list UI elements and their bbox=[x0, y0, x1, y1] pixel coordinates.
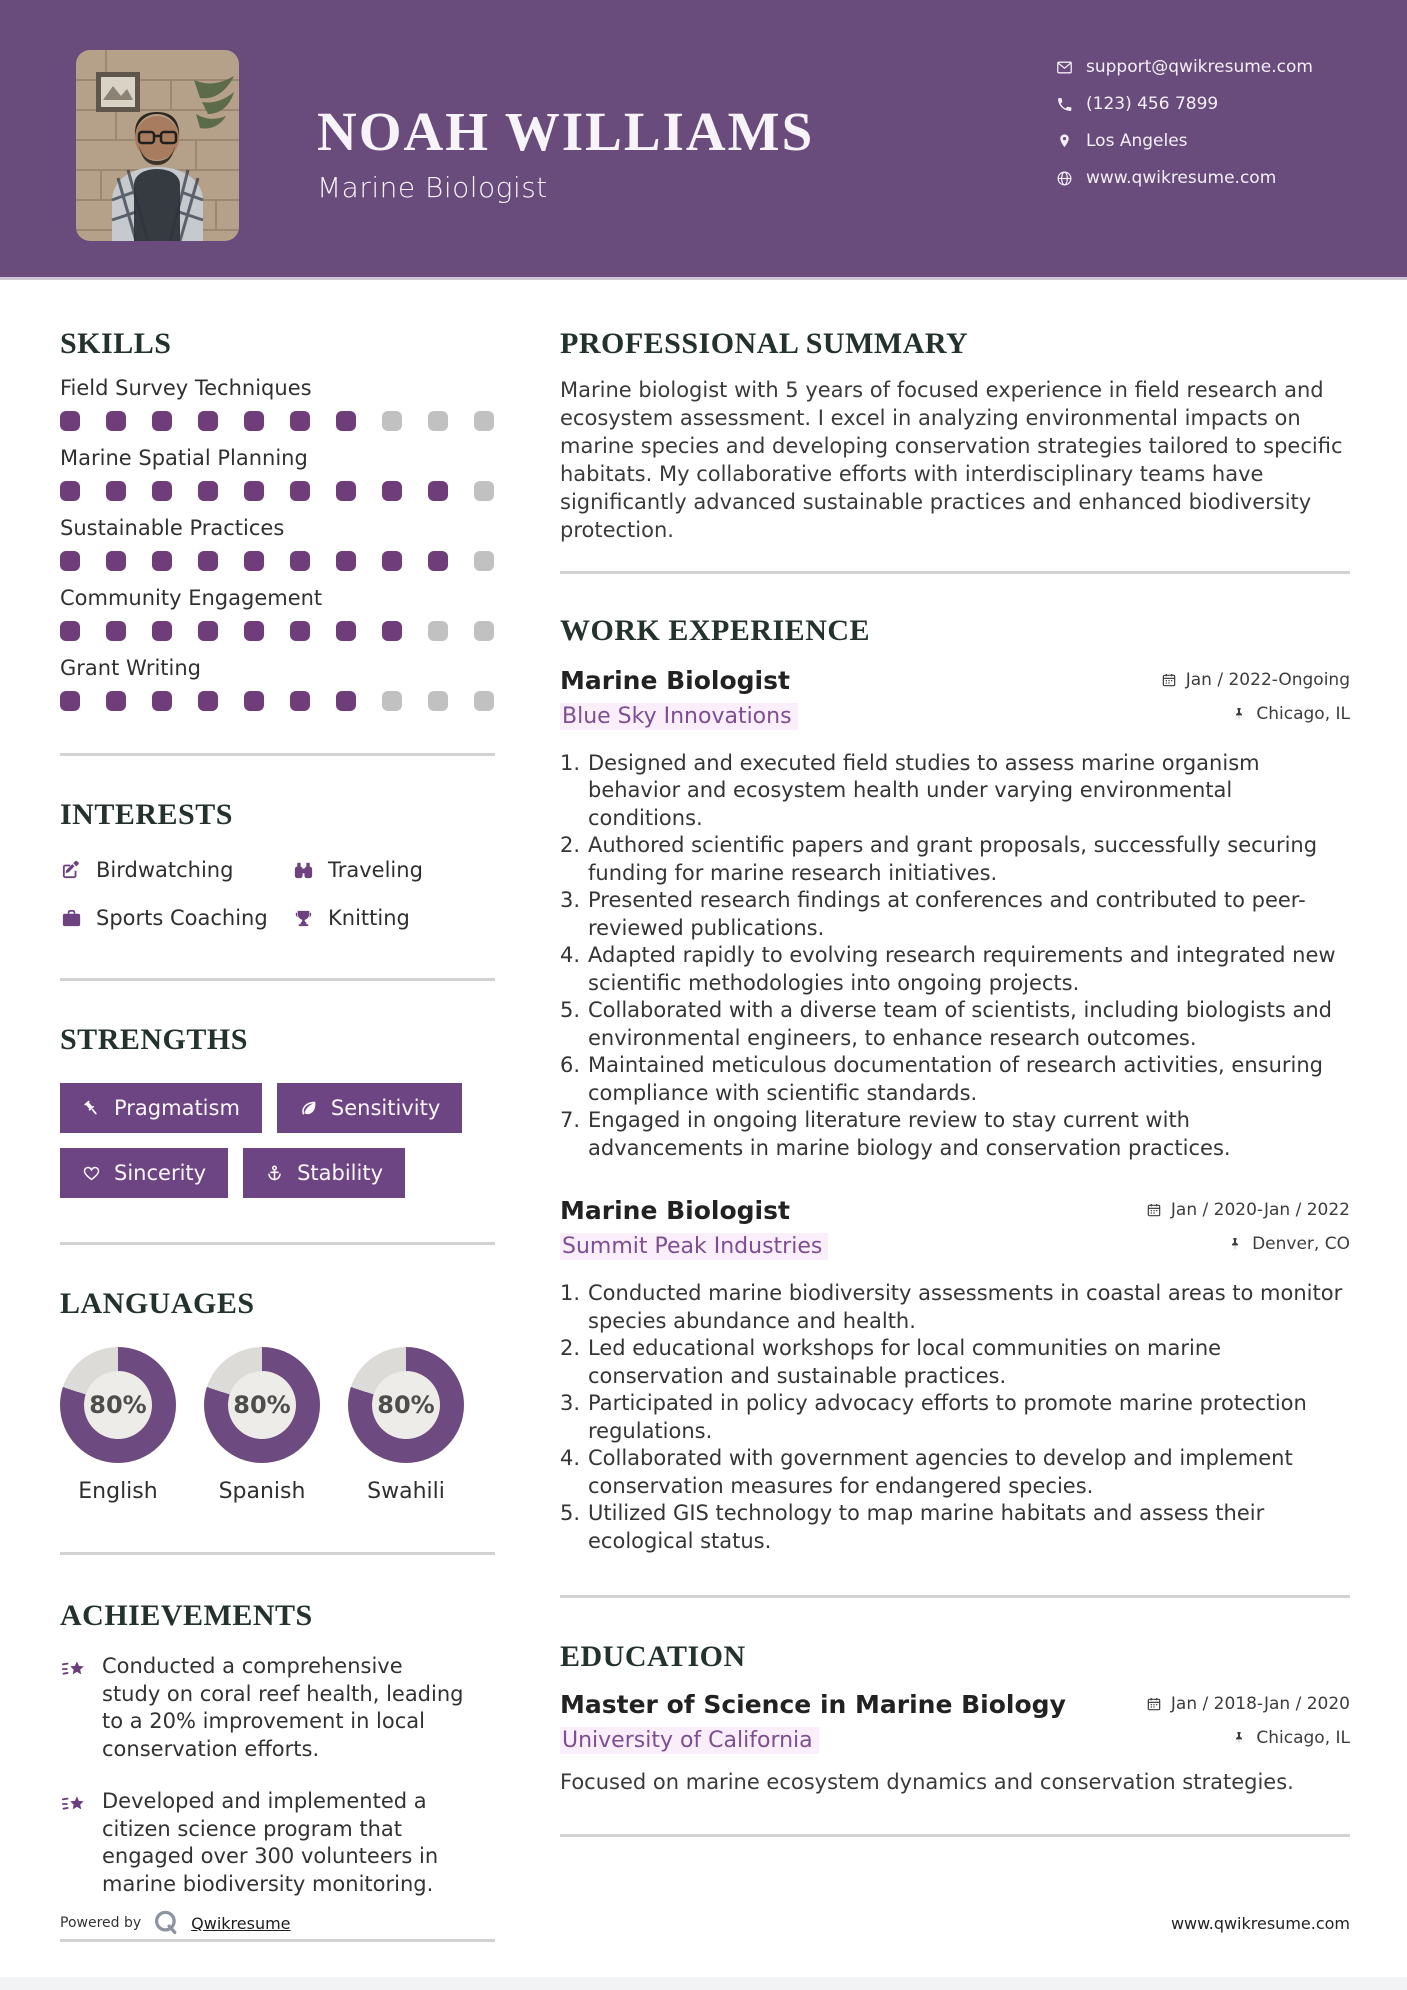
rating-dot-filled bbox=[106, 411, 126, 431]
skill-rating-dots bbox=[60, 411, 495, 431]
language-donut-chart bbox=[348, 1347, 464, 1463]
skill-item bbox=[60, 446, 495, 501]
rating-dot-filled bbox=[106, 481, 126, 501]
skill-item bbox=[60, 586, 495, 641]
location-pin-icon bbox=[1056, 133, 1073, 150]
experience-section bbox=[560, 614, 1350, 1599]
rating-dot-filled bbox=[336, 691, 356, 711]
languages-list bbox=[60, 1347, 495, 1504]
achievement-item bbox=[60, 1788, 495, 1899]
education-section bbox=[560, 1640, 1350, 1837]
jobs-list bbox=[560, 666, 1350, 1556]
page-bottom-strip bbox=[0, 1977, 1407, 1990]
rating-dot-filled bbox=[198, 621, 218, 641]
rating-dot-filled bbox=[198, 551, 218, 571]
contact-text[interactable]: (123) 456 7899 bbox=[1086, 94, 1219, 114]
section-divider bbox=[560, 1595, 1350, 1598]
skill-rating-dots bbox=[60, 551, 495, 571]
summary-text: Marine biologist with 5 years of focused experience in field research and ecosystem assessment. I excel in analyzing environmental impacts on marine species and developing conservation strategies tailored to specific habitats. My collaborative efforts with interdisciplinary teams have significantly advanced sustainable practices and enhanced biodiversity protection. bbox=[560, 378, 1343, 542]
pushpin-icon bbox=[1231, 1730, 1247, 1746]
pushpin-icon bbox=[1227, 1236, 1243, 1252]
contact-list bbox=[1056, 57, 1313, 188]
language-label: Swahili bbox=[367, 1479, 445, 1504]
strength-badge bbox=[277, 1083, 462, 1133]
language-percent: 80% bbox=[372, 1371, 440, 1439]
rating-dot-empty bbox=[428, 621, 448, 641]
leaf-icon bbox=[299, 1099, 318, 1118]
interests-list bbox=[60, 858, 495, 930]
job-bullet: Presented research findings at conferences and contributed to peer-reviewed publications. bbox=[588, 888, 1306, 940]
rating-dot-filled bbox=[336, 551, 356, 571]
achievements-list bbox=[60, 1653, 495, 1899]
rating-dot-filled bbox=[290, 551, 310, 571]
school-name: University of California bbox=[560, 1727, 819, 1754]
achievements-section bbox=[60, 1599, 495, 1942]
section-divider bbox=[560, 1834, 1350, 1837]
rating-dot-empty bbox=[428, 411, 448, 431]
strength-label: Sensitivity bbox=[330, 1096, 441, 1120]
rating-dot-filled bbox=[336, 411, 356, 431]
job-bullet: Collaborated with a diverse team of scientists, including biologists and environmental engineers, to enhance research outcomes. bbox=[588, 998, 1332, 1050]
skills-list bbox=[60, 376, 495, 711]
rating-dot-empty bbox=[474, 621, 494, 641]
anchor-icon bbox=[265, 1164, 284, 1183]
job-bullet: Conducted marine biodiversity assessments in coastal areas to monitor species abundance and health. bbox=[588, 1281, 1343, 1333]
education-list bbox=[560, 1690, 1350, 1794]
job-location: Denver, CO bbox=[1146, 1234, 1350, 1254]
rating-dot-filled bbox=[60, 411, 80, 431]
job-bullet: Authored scientific papers and grant proposals, successfully securing funding for marine research initiatives. bbox=[588, 833, 1318, 885]
interest-label: Sports Coaching bbox=[96, 906, 268, 930]
job-bullets bbox=[560, 1280, 1350, 1555]
rating-dot-filled bbox=[244, 551, 264, 571]
rating-dot-filled bbox=[382, 551, 402, 571]
summary-heading: PROFESSIONAL SUMMARY bbox=[560, 327, 969, 360]
contact-text[interactable]: Los Angeles bbox=[1086, 131, 1188, 151]
candidate-title: Marine Biologist bbox=[317, 170, 548, 204]
section-divider bbox=[60, 1242, 495, 1245]
rating-dot-filled bbox=[106, 551, 126, 571]
skill-item bbox=[60, 656, 495, 711]
skill-label: Field Survey Techniques bbox=[60, 376, 312, 400]
languages-heading: LANGUAGES bbox=[60, 1287, 255, 1320]
language-donut-chart bbox=[60, 1347, 176, 1463]
job-dates: Jan / 2020-Jan / 2022 bbox=[1146, 1200, 1350, 1220]
achievement-text: Developed and implemented a citizen science program that engaged over 300 volunteers in marine biodiversity monitoring. bbox=[102, 1788, 439, 1897]
rating-dot-filled bbox=[60, 691, 80, 711]
rating-dot-filled bbox=[198, 691, 218, 711]
language-item bbox=[348, 1347, 464, 1504]
achievement-item bbox=[60, 1653, 495, 1764]
skill-label: Marine Spatial Planning bbox=[60, 446, 308, 470]
interest-item bbox=[60, 906, 292, 930]
gavel-icon bbox=[82, 1099, 101, 1118]
job-bullet: Engaged in ongoing literature review to stay current with advancements in marine biology and conservation practices. bbox=[588, 1108, 1231, 1160]
rating-dot-empty bbox=[474, 481, 494, 501]
footer bbox=[60, 1908, 1350, 1938]
section-divider bbox=[560, 571, 1350, 574]
job-bullet: Led educational workshops for local communities on marine conservation and sustainable practices. bbox=[588, 1336, 1222, 1388]
section-divider bbox=[60, 1939, 495, 1942]
skill-item bbox=[60, 516, 495, 571]
interest-item bbox=[292, 906, 495, 930]
pushpin-icon bbox=[1231, 706, 1247, 722]
shooting-star-icon bbox=[60, 1655, 88, 1683]
rating-dot-filled bbox=[290, 481, 310, 501]
education-location: Chicago, IL bbox=[1146, 1728, 1350, 1748]
interests-section bbox=[60, 798, 495, 981]
job-bullets bbox=[560, 750, 1350, 1163]
achievements-heading: ACHIEVEMENTS bbox=[60, 1599, 313, 1632]
summary-section bbox=[560, 327, 1350, 574]
education-entry bbox=[560, 1690, 1350, 1794]
language-label: English bbox=[78, 1479, 158, 1504]
profile-photo-illustration bbox=[76, 50, 239, 241]
job-entry bbox=[560, 1196, 1350, 1555]
contact-row bbox=[1056, 57, 1313, 77]
calendar-icon bbox=[1146, 1696, 1162, 1712]
education-description: Focused on marine ecosystem dynamics and conservation strategies. bbox=[560, 1770, 1294, 1795]
rating-dot-filled bbox=[106, 691, 126, 711]
job-location: Chicago, IL bbox=[1161, 704, 1350, 724]
rating-dot-empty bbox=[474, 691, 494, 711]
interest-label: Birdwatching bbox=[96, 858, 234, 882]
qwikresume-logo-icon[interactable] bbox=[151, 1908, 181, 1938]
rating-dot-filled bbox=[152, 691, 172, 711]
skills-section bbox=[60, 327, 495, 756]
rating-dot-filled bbox=[60, 621, 80, 641]
strength-label: Stability bbox=[297, 1161, 384, 1185]
candidate-name: NOAH WILLIAMS bbox=[317, 101, 815, 162]
rating-dot-filled bbox=[244, 481, 264, 501]
language-donut-chart bbox=[204, 1347, 320, 1463]
skill-rating-dots bbox=[60, 621, 495, 641]
trophy-icon bbox=[292, 907, 315, 930]
rating-dot-filled bbox=[152, 551, 172, 571]
strength-label: Pragmatism bbox=[114, 1096, 240, 1120]
job-dates: Jan / 2022-Ongoing bbox=[1161, 670, 1350, 690]
section-divider bbox=[60, 753, 495, 756]
job-company: Blue Sky Innovations bbox=[560, 703, 798, 730]
language-item bbox=[60, 1347, 176, 1504]
contact-text[interactable]: www.qwikresume.com bbox=[1086, 168, 1277, 188]
skill-label: Sustainable Practices bbox=[60, 516, 285, 540]
footer-website[interactable]: www.qwikresume.com bbox=[1170, 1913, 1350, 1933]
strengths-section bbox=[60, 1023, 495, 1245]
shooting-star-icon bbox=[60, 1790, 88, 1818]
language-percent: 80% bbox=[84, 1371, 152, 1439]
job-bullet: Maintained meticulous documentation of research activities, ensuring compliance with scientific standards. bbox=[588, 1053, 1323, 1105]
left-column bbox=[60, 280, 495, 1942]
strength-badge bbox=[60, 1083, 262, 1133]
powered-by-label: Powered by bbox=[60, 1915, 142, 1931]
rating-dot-filled bbox=[290, 621, 310, 641]
contact-row bbox=[1056, 94, 1313, 114]
rating-dot-filled bbox=[152, 411, 172, 431]
rating-dot-filled bbox=[428, 481, 448, 501]
rating-dot-filled bbox=[336, 621, 356, 641]
strengths-heading: STRENGTHS bbox=[60, 1023, 248, 1056]
rating-dot-filled bbox=[106, 621, 126, 641]
contact-row bbox=[1056, 168, 1313, 188]
globe-icon bbox=[1056, 170, 1073, 187]
rating-dot-filled bbox=[60, 481, 80, 501]
contact-text[interactable]: support@qwikresume.com bbox=[1086, 57, 1313, 77]
rating-dot-filled bbox=[198, 481, 218, 501]
interest-label: Knitting bbox=[328, 906, 410, 930]
job-bullet: Utilized GIS technology to map marine habitats and assess their ecological status. bbox=[588, 1501, 1265, 1553]
interests-heading: INTERESTS bbox=[60, 798, 233, 831]
section-divider bbox=[60, 978, 495, 981]
strength-label: Sincerity bbox=[114, 1161, 207, 1185]
languages-section bbox=[60, 1287, 495, 1555]
rating-dot-filled bbox=[152, 481, 172, 501]
skill-label: Community Engagement bbox=[60, 586, 323, 610]
job-bullet: Participated in policy advocacy efforts to promote marine protection regulations. bbox=[588, 1391, 1307, 1443]
skills-heading: SKILLS bbox=[60, 327, 172, 360]
job-title: Marine Biologist bbox=[560, 665, 790, 695]
phone-icon bbox=[1056, 96, 1073, 113]
briefcase-icon bbox=[60, 907, 83, 930]
interest-label: Traveling bbox=[328, 858, 423, 882]
skill-label: Grant Writing bbox=[60, 656, 201, 680]
rating-dot-filled bbox=[60, 551, 80, 571]
achievement-text: Conducted a comprehensive study on coral reef health, leading to a 20% improvement in local conservation efforts. bbox=[102, 1654, 464, 1762]
strength-badge bbox=[243, 1148, 405, 1198]
section-divider bbox=[60, 1552, 495, 1555]
experience-heading: WORK EXPERIENCE bbox=[560, 613, 871, 647]
rating-dot-filled bbox=[382, 481, 402, 501]
skill-item bbox=[60, 376, 495, 431]
job-bullet: Collaborated with government agencies to develop and implement conservation measures for endangered species. bbox=[588, 1446, 1293, 1498]
degree-title: Master of Science in Marine Biology bbox=[560, 1690, 1066, 1720]
pen-square-icon bbox=[60, 859, 83, 882]
rating-dot-filled bbox=[244, 411, 264, 431]
strength-badge bbox=[60, 1148, 228, 1198]
qwikresume-link[interactable]: Qwikresume bbox=[191, 1913, 291, 1933]
right-column bbox=[560, 280, 1350, 1942]
skill-rating-dots bbox=[60, 481, 495, 501]
rating-dot-empty bbox=[474, 551, 494, 571]
rating-dot-filled bbox=[198, 411, 218, 431]
interest-item bbox=[292, 858, 495, 882]
rating-dot-empty bbox=[382, 691, 402, 711]
rating-dot-empty bbox=[428, 691, 448, 711]
job-bullet: Adapted rapidly to evolving research requirements and integrated new scientific methodologies into ongoing projects. bbox=[588, 943, 1336, 995]
header-banner bbox=[0, 0, 1407, 277]
heart-icon bbox=[82, 1164, 101, 1183]
rating-dot-filled bbox=[336, 481, 356, 501]
rating-dot-empty bbox=[474, 411, 494, 431]
rating-dot-filled bbox=[290, 691, 310, 711]
rating-dot-filled bbox=[244, 621, 264, 641]
language-item bbox=[204, 1347, 320, 1504]
strengths-list bbox=[60, 1083, 495, 1198]
rating-dot-empty bbox=[382, 411, 402, 431]
job-company: Summit Peak Industries bbox=[560, 1233, 828, 1260]
language-label: Spanish bbox=[218, 1479, 306, 1504]
education-heading: EDUCATION bbox=[560, 1640, 746, 1674]
profile-photo bbox=[76, 50, 239, 241]
calendar-icon bbox=[1161, 672, 1177, 688]
contact-row bbox=[1056, 131, 1313, 151]
rating-dot-filled bbox=[152, 621, 172, 641]
envelope-icon bbox=[1056, 59, 1073, 76]
calendar-icon bbox=[1146, 1202, 1162, 1218]
rating-dot-filled bbox=[382, 621, 402, 641]
interest-item bbox=[60, 858, 292, 882]
job-bullet: Designed and executed field studies to assess marine organism behavior and ecosystem health under varying environmental conditions. bbox=[588, 750, 1260, 830]
rating-dot-filled bbox=[428, 551, 448, 571]
language-percent: 80% bbox=[228, 1371, 296, 1439]
rating-dot-filled bbox=[290, 411, 310, 431]
job-title: Marine Biologist bbox=[560, 1196, 790, 1226]
rating-dot-filled bbox=[244, 691, 264, 711]
binoculars-icon bbox=[292, 859, 315, 882]
skill-rating-dots bbox=[60, 691, 495, 711]
job-entry bbox=[560, 666, 1350, 1163]
education-dates: Jan / 2018-Jan / 2020 bbox=[1146, 1694, 1350, 1714]
